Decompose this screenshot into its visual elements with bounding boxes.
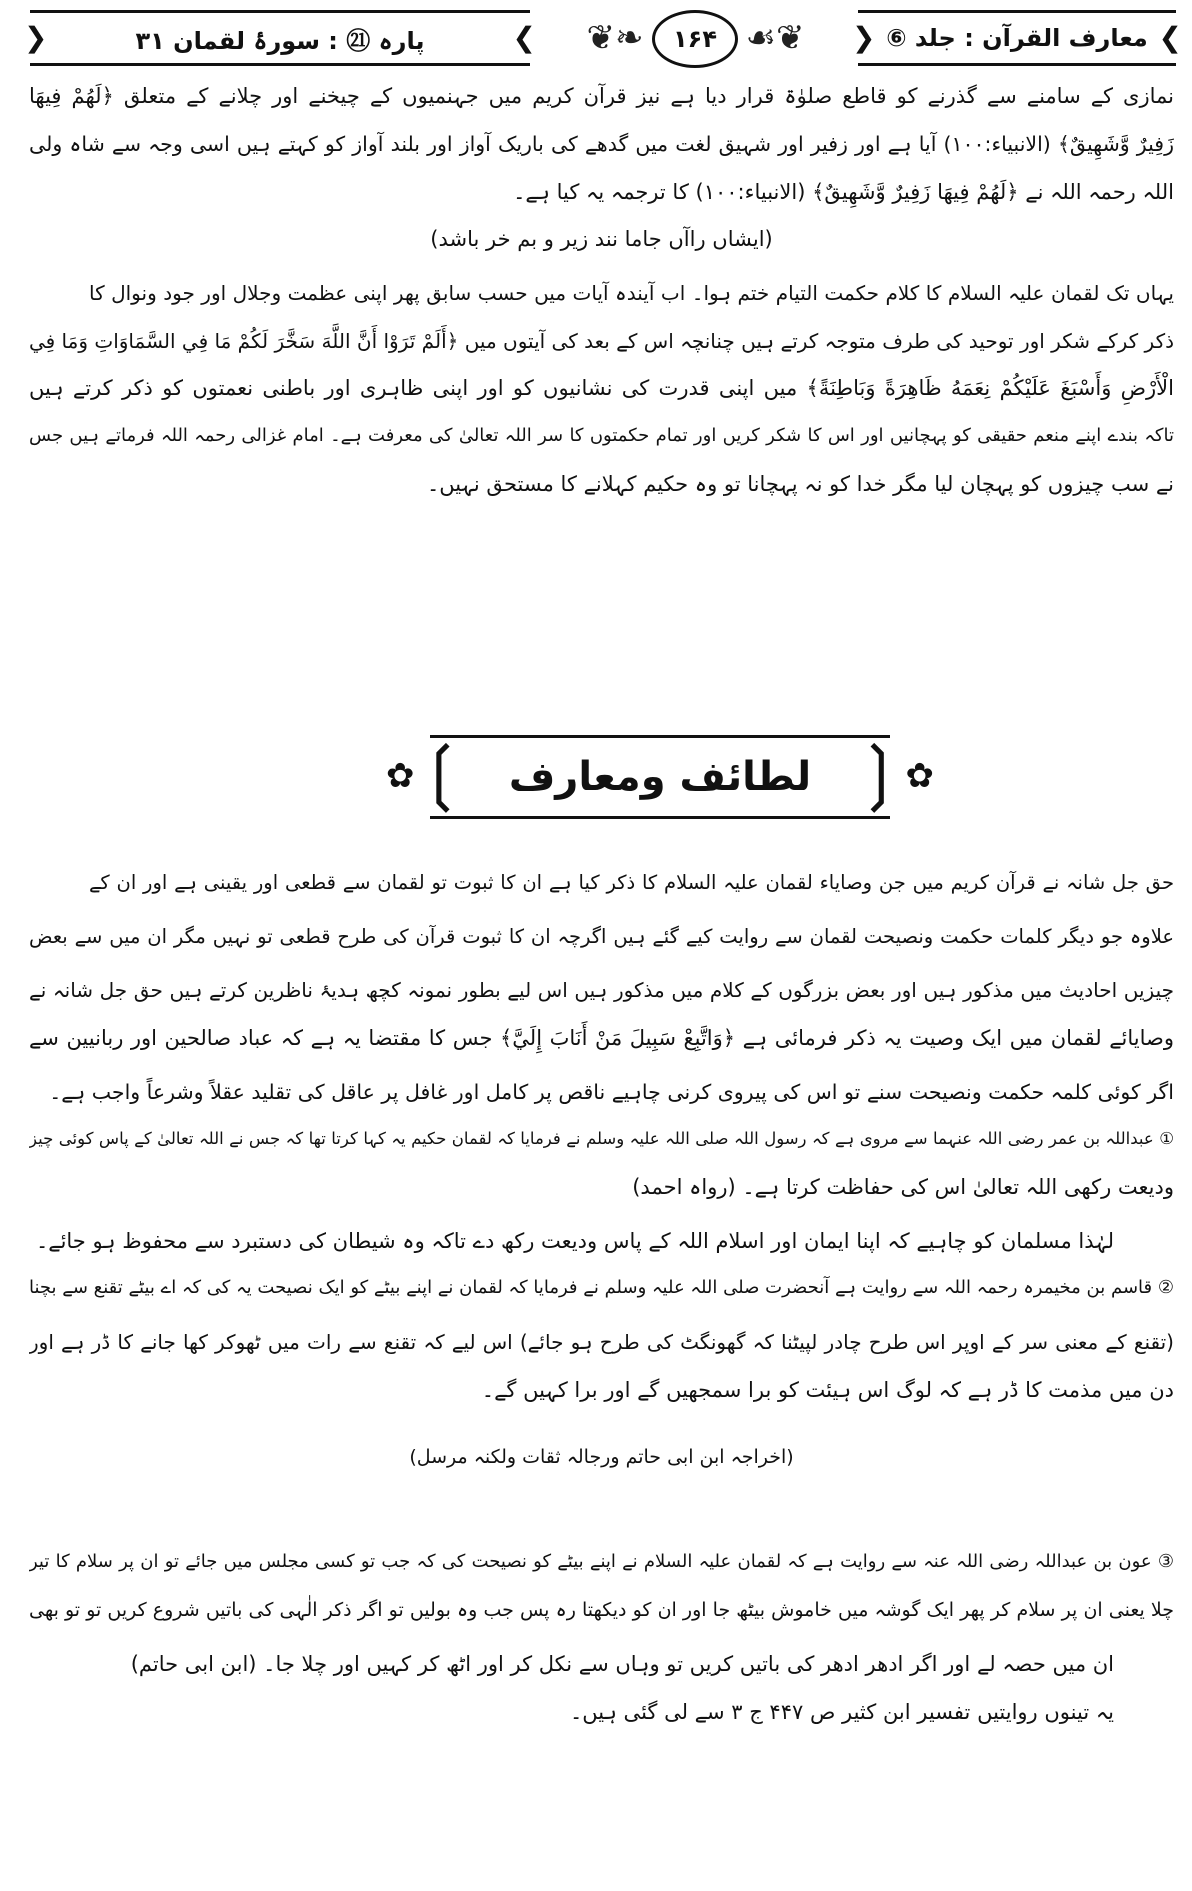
list-item-2-continued: (تقنع کے معنی سر کے اوپر اس طرح چادر لپیٹنا کہ گھونگٹ کی طرح ہو جائے) اس لیے کہ تقنع سے رات میں ٹھوکر کھا جانے کا ڈر ہے اور <box>29 1330 1174 1354</box>
section-title: لطائف ومعارف <box>508 754 812 800</box>
section-reference: ❯ پارہ ㉑ : سورۂ لقمان ۳۱ <box>135 26 425 55</box>
list-item-2: ② قاسم بن مخیمرہ رحمہ اللہ سے روایت ہے آنحضرت صلی اللہ علیہ وسلم نے فرمایا کہ لقمان نے اپنے بیٹے کو ایک نصیحت یہ کی کہ اے بیٹے تقنع سے بچنا <box>29 1277 1174 1298</box>
list-item-1-continued: ودیعت رکھی اللہ تعالیٰ اس کی حفاظت کرتا ہے۔ (رواہ احمد) <box>632 1175 1174 1199</box>
paragraph-line: حق جل شانہ نے قرآن کریم میں جن وصایاء لقمان علیہ السلام کا ذکر کیا ہے ان کا ثبوت تو لقمان سے قطعی اور یقینی ہے اور ان کے <box>89 871 1174 894</box>
list-item-3-continued: ان میں حصہ لے اور اگر ادھر ادھر کی باتیں کریں تو وہاں سے نکل کر اور اٹھ کر کہیں اور چلا جا۔ (ابن ابی حاتم) <box>130 1652 1114 1676</box>
section-title-box <box>386 731 934 819</box>
paragraph-line: وصایائے لقمان میں ایک وصیت یہ ذکر فرمائی ہے ﴿وَاتَّبِعْ سَبِيلَ مَنْ أَنَابَ إِلَيَّ﴾ جس کا مقتضا یہ ہے کہ عباد صالحین اور ربانیین سے <box>29 1026 1174 1050</box>
flower-ornament-icon: ✿ <box>905 756 934 796</box>
paragraph-line: اللہ رحمہ اللہ نے ﴿لَهُمْ فِيهَا زَفِيرٌ وَّشَهِيقٌ﴾ (الانبیاء:۱۰۰) کا ترجمہ یہ کیا ہے۔ <box>513 180 1174 204</box>
flower-ornament-icon: ✿ <box>386 756 415 796</box>
paragraph-line: علاوہ جو دیگر کلمات حکمت ونصیحت لقمان سے روایت کیے گئے ہیں اگرچہ ان کا ثبوت قرآن کی طرح قطعی تو نہیں مگر ان میں سے بعض <box>29 925 1174 948</box>
list-item-3-continued: چلا یعنی ان پر سلام کر پھر ایک گوشہ میں خاموش بیٹھ جا اور ان کو دیکھتا رہ پس جب وہ بولیں تو اگر ذکر الٰہی کی باتیں شروع کریں تو تو بھی <box>29 1599 1174 1621</box>
header-section-box <box>30 10 530 66</box>
page-number-text: ۱۶۴ <box>673 25 717 53</box>
ornament-icon: ❦❧ <box>586 18 644 58</box>
paragraph-line: یہاں تک لقمان علیہ السلام کا کلام حکمت التیام ختم ہوا۔ اب آیندہ آیات میں حسب سابق پھر اپنی عظمت وجلال اور جود ونوال کا <box>89 281 1174 305</box>
paragraph-line: زَفِيرٌ وَّشَهِيقٌ﴾ (الانبیاء:۱۰۰) آیا ہے اور زفیر اور شہیق لغت میں گدھے کی باریک آواز اور بلند آواز کو کہتے ہیں اسی وجہ سے شاہ ولی <box>29 132 1174 156</box>
scroll-ornament-icon: ❳ <box>849 731 908 813</box>
paragraph-line: چیزیں احادیث میں مذکور ہیں اور بعض بزرگوں کے کلام میں مذکور ہیں اس لیے بطور نمونہ کچھ ہدیۂ ناظرین کرتے ہیں حق جل شانہ نے <box>29 978 1174 1002</box>
paragraph-line: ذکر کرکے شکر اور توحید کی طرف متوجہ کرتے ہیں چنانچہ اس کے بعد کی آیتوں میں ﴿أَلَمْ تَرَوْا أَنَّ اللَّهَ سَخَّرَ لَكُمْ مَا فِي السَّمَاوَاتِ وَمَا فِي <box>29 329 1174 353</box>
source-note: یہ تینوں روایتیں تفسیر ابن کثیر ص ۴۴۷ ج ۳ سے لی گئی ہیں۔ <box>569 1700 1114 1724</box>
ornament-icon: ☙❦ <box>745 18 805 58</box>
scroll-ornament-icon: ❲ <box>412 731 471 813</box>
list-item-3: ③ عون بن عبداللہ رضی اللہ عنہ سے روایت ہے کہ لقمان علیہ السلام نے اپنے بیٹے کو نصیحت کی کہ جب تو کسی مجلس میں جائے تو ان پر سلام کا تیر <box>29 1551 1174 1572</box>
paragraph-line: تاکہ بندے اپنے منعم حقیقی کو پہچانیں اور اس کا شکر کریں اور تمام حکمتوں کا سر اللہ تعالیٰ کی معرفت ہے۔ امام غزالی رحمہ اللہ فرماتے ہیں جس <box>29 425 1174 446</box>
list-item-2-continued: دن میں مذمت کا ڈر ہے کہ لوگ اس ہیئت کو برا سمجھیں گے اور برا کہیں گے۔ <box>481 1378 1174 1402</box>
book-title: ❯ معارف القرآن : جلد ⑥ <box>886 24 1148 52</box>
paragraph-line: لہٰذا مسلمان کو چاہیے کہ اپنا ایمان اور اسلام اللہ کے پاس ودیعت رکھ دے تاکہ وہ شیطان کی دستبرد سے محفوظ ہو جائے۔ <box>35 1229 1114 1253</box>
paragraph-line: نے سب چیزوں کو پہچان لیا مگر خدا کو نہ پہچانا تو وہ حکیم کہلانے کا مستحق نہیں۔ <box>426 472 1174 496</box>
persian-verse: (ایشاں راآں جاما نند زیر و بم خر باشد) <box>430 227 773 251</box>
list-item-1: ① عبداللہ بن عمر رضی اللہ عنہما سے مروی ہے کہ رسول اللہ صلی اللہ علیہ وسلم نے فرمایا کہ لقمان حکیم یہ کہا کرتا تھا کہ جس نے اللہ تعالیٰ کے پاس کوئی چیز <box>29 1129 1174 1148</box>
citation: (اخراجہ ابن ابی حاتم ورجالہ ثقات ولکنہ مرسل) <box>409 1446 794 1468</box>
paragraph-line: نمازی کے سامنے سے گذرنے کو قاطع صلوٰۃ قرار دیا ہے نیز قرآن کریم میں جہنمیوں کے چیخنے اور چلانے کے متعلق ﴿لَهُمْ فِيهَا <box>29 84 1174 108</box>
paragraph-line: اگر کوئی کلمہ حکمت ونصیحت سنے تو اس کی پیروی کرنی چاہیے ناقص پر کامل اور غافل پر عاقل کی تقلید عقلاً وشرعاً واجب ہے۔ <box>49 1080 1174 1104</box>
page-number <box>652 10 738 68</box>
header-book-title-box <box>858 10 1176 66</box>
paragraph-line: الْأَرْضِ وَأَسْبَغَ عَلَيْكُمْ نِعَمَهُ ظَاهِرَةً وَبَاطِنَةً﴾ میں اپنی قدرت کی نشانیوں کو اور اپنی ظاہری اور باطنی نعمتوں کو ذکر کرتے ہیں <box>29 376 1174 400</box>
